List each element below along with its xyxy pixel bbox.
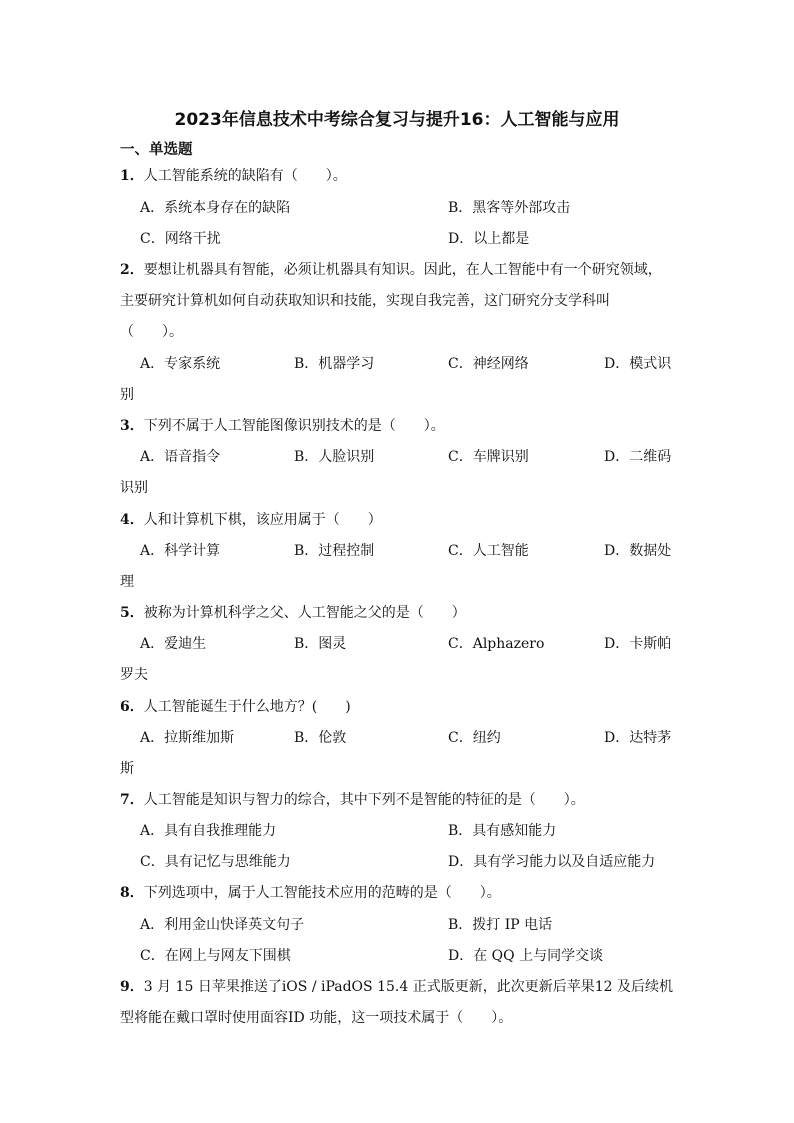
option-d: D．卡斯帕 [604, 636, 672, 652]
question-4 [120, 509, 382, 529]
question-stem: 被称为计算机科学之父、人工智能之父的是（ ） [143, 605, 466, 621]
question-number: 5． [120, 605, 144, 621]
option-a: A．科学计算 [140, 543, 221, 559]
question-stem-line: 主要研究计算机如何自动获取知识和技能，实现自我完善，这门研究分支学科叫 [120, 293, 610, 309]
option-d-continued: 识别 [120, 480, 148, 496]
question-3 [120, 415, 445, 435]
question-stem: 下列选项中，属于人工智能技术应用的范畴的是（ ）。 [143, 885, 501, 901]
question-stem-line: （ ）。 [120, 324, 183, 340]
question-stem: 人工智能系统的缺陷有（ ）。 [143, 168, 347, 184]
option-a: A．爱迪生 [140, 636, 207, 652]
page-title: 2023年信息技术中考综合复习与提升16：人工智能与应用 [174, 110, 620, 130]
option-d-continued: 理 [120, 574, 134, 590]
question-number: 9． [120, 979, 144, 995]
option-c: C．车牌识别 [448, 449, 529, 465]
option-a: A．专家系统 [140, 356, 221, 372]
question-number: 4． [120, 512, 144, 528]
option-c: C．人工智能 [448, 543, 529, 559]
question-number: 1． [120, 168, 144, 184]
option-a: A．系统本身存在的缺陷 [140, 200, 291, 216]
question-stem: 人工智能诞生于什么地方？( ) [143, 699, 351, 715]
option-d-continued: 斯 [120, 761, 134, 777]
question-9 [120, 976, 673, 996]
question-2 [120, 259, 662, 279]
question-number: 2． [120, 262, 144, 278]
option-c: C．在网上与网友下围棋 [140, 948, 291, 964]
section-heading: 一、单选题 [120, 142, 193, 158]
question-stem: 人和计算机下棋，该应用属于（ ） [143, 512, 382, 528]
option-a: A．利用金山快译英文句子 [140, 917, 305, 933]
option-a: A．拉斯维加斯 [140, 730, 235, 746]
option-d: D．具有学习能力以及自适应能力 [448, 854, 656, 870]
option-d: D．模式识 [604, 356, 672, 372]
option-d-continued: 罗夫 [120, 667, 148, 683]
question-1 [120, 165, 347, 185]
question-number: 6． [120, 699, 144, 715]
option-b: B．黑客等外部攻击 [448, 200, 571, 216]
option-c: C．纽约 [448, 730, 501, 746]
question-stem-line: 型将能在戴口罩时使用面容ID 功能，这一项技术属于（ ）。 [120, 1010, 513, 1026]
option-d: D．数据处 [604, 543, 672, 559]
question-number: 3． [120, 418, 144, 434]
option-b: B．人脸识别 [294, 449, 375, 465]
option-b: B．机器学习 [294, 356, 375, 372]
option-b: B．过程控制 [294, 543, 375, 559]
option-c: C．神经网络 [448, 356, 529, 372]
question-number: 7． [120, 792, 144, 808]
question-7 [120, 789, 585, 809]
question-number: 8． [120, 885, 144, 901]
option-d: D．二维码 [604, 449, 672, 465]
option-b: B．图灵 [294, 636, 347, 652]
option-a: A．语音指令 [140, 449, 221, 465]
question-stem: 下列不属于人工智能图像识别技术的是（ ）。 [143, 418, 445, 434]
option-b: B．具有感知能力 [448, 823, 557, 839]
question-stem: 人工智能是知识与智力的综合，其中下列不是智能的特征的是（ ）。 [143, 792, 585, 808]
question-8 [120, 882, 501, 902]
question-5 [120, 602, 466, 622]
option-d: D．达特茅 [604, 730, 672, 746]
option-b: B．伦敦 [294, 730, 347, 746]
question-stem: 要想让机器具有智能，必须让机器具有知识。因此，在人工智能中有一个研究领域， [143, 262, 662, 278]
option-d: D．在 QQ 上与同学交谈 [448, 948, 604, 964]
question-6 [120, 696, 351, 716]
option-c: C．网络干扰 [140, 231, 221, 247]
option-b: B．拨打 IP 电话 [448, 917, 553, 933]
option-d-continued: 别 [120, 387, 134, 403]
option-a: A．具有自我推理能力 [140, 823, 277, 839]
question-stem: 3 月 15 日苹果推送了iOS / iPadOS 15.4 正式版更新，此次更新后苹果12 及后续机 [143, 979, 673, 995]
option-d: D．以上都是 [448, 231, 530, 247]
option-c: C．Alphazero [448, 636, 545, 652]
option-c: C．具有记忆与思维能力 [140, 854, 291, 870]
